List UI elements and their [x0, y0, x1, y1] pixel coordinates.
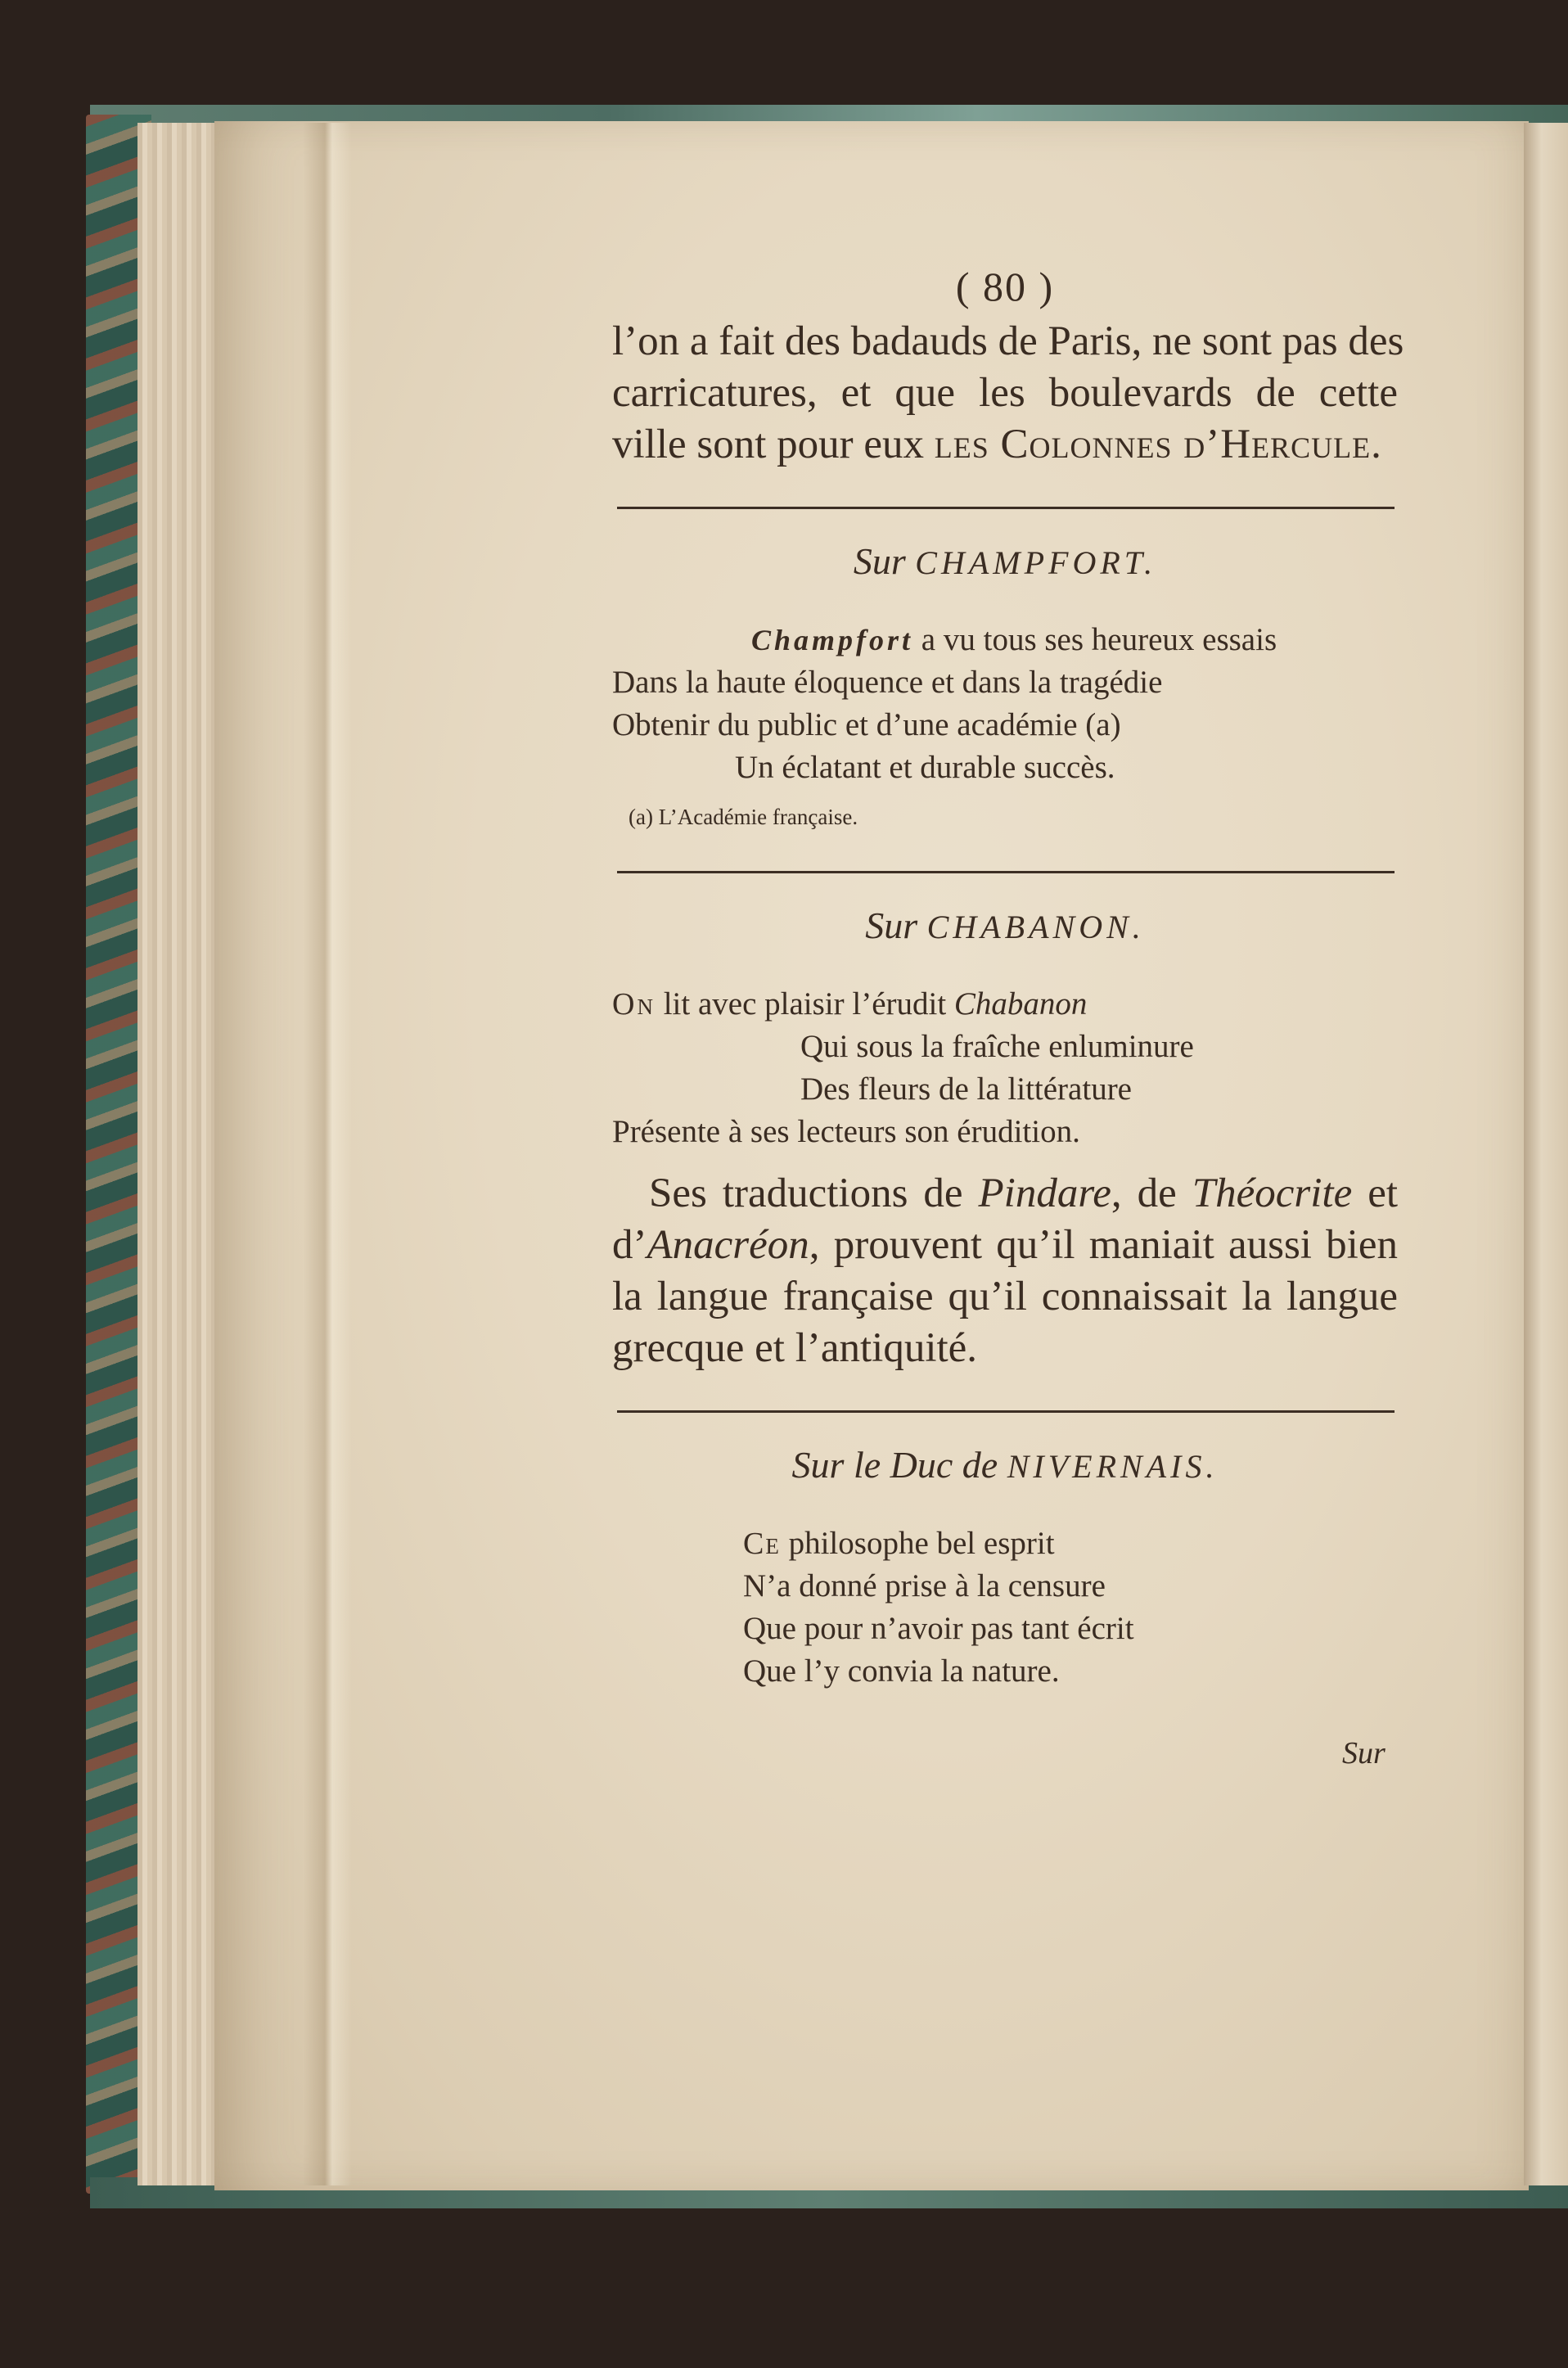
page-number: ( 80 )	[955, 264, 1055, 309]
verse-line: Ce philosophe bel esprit	[743, 1526, 1055, 1561]
verse-chabanon	[612, 983, 1398, 1153]
next-page-edge	[1524, 123, 1568, 2185]
catchword: Sur	[1342, 1736, 1386, 1770]
section-divider	[617, 871, 1395, 873]
text-line: l’on a fait des badauds de Paris, ne sont pas des	[612, 318, 1404, 364]
text-line: carricatures, et que les boulevards de cette	[612, 370, 1398, 416]
verse-line: Que pour n’avoir pas tant écrit	[743, 1611, 1134, 1646]
section-divider	[617, 1410, 1395, 1413]
verse-line: Champfort a vu tous ses heureux essais	[751, 622, 1277, 657]
verse-line: Qui sous la fraîche enluminure	[800, 1029, 1194, 1064]
section-heading-champfort: Sur CHAMPFORT.	[853, 540, 1157, 582]
chabanon-paragraph	[612, 1168, 1398, 1374]
verse-line: Présente à ses lecteurs son érudition.	[612, 1114, 1080, 1149]
text-line: d’Anacréon, prouvent qu’il maniait aussi bien	[612, 1222, 1398, 1268]
verse-line: Dans la haute éloquence et dans la tragédie	[612, 665, 1163, 700]
text-line: ville sont pour eux les Colonnes d’Hercule.	[612, 422, 1382, 467]
section-heading-nivernais: Sur le Duc de NIVERNAIS.	[791, 1444, 1219, 1486]
verse-line: Obtenir du public et d’une académie (a)	[612, 707, 1121, 742]
text-line: Ses traductions de Pindare, de Théocrite et	[649, 1170, 1398, 1216]
page-text-block	[612, 262, 1404, 1693]
verse-line: N’a donné prise à la censure	[743, 1568, 1106, 1603]
verse-line: Que l’y convia la nature.	[743, 1653, 1060, 1689]
verse-champfort	[612, 619, 1398, 789]
opening-paragraph	[612, 316, 1404, 471]
footnote: (a) L’Académie française.	[629, 805, 858, 829]
page-gutter-fold	[303, 123, 352, 2185]
verse-line: Un éclatant et durable succès.	[735, 750, 1115, 785]
verse-line: Des fleurs de la littérature	[800, 1071, 1132, 1107]
verse-nivernais	[612, 1522, 1398, 1693]
text-line: la langue française qu’il connaissait la langue	[612, 1274, 1398, 1319]
section-heading-chabanon: Sur CHABANON.	[865, 904, 1145, 946]
smallcaps-phrase: les Colonnes d’Hercule.	[934, 422, 1382, 467]
section-divider	[617, 507, 1395, 509]
text-line: grecque et l’antiquité.	[612, 1325, 978, 1371]
verse-line: On lit avec plaisir l’érudit Chabanon	[612, 986, 1088, 1022]
